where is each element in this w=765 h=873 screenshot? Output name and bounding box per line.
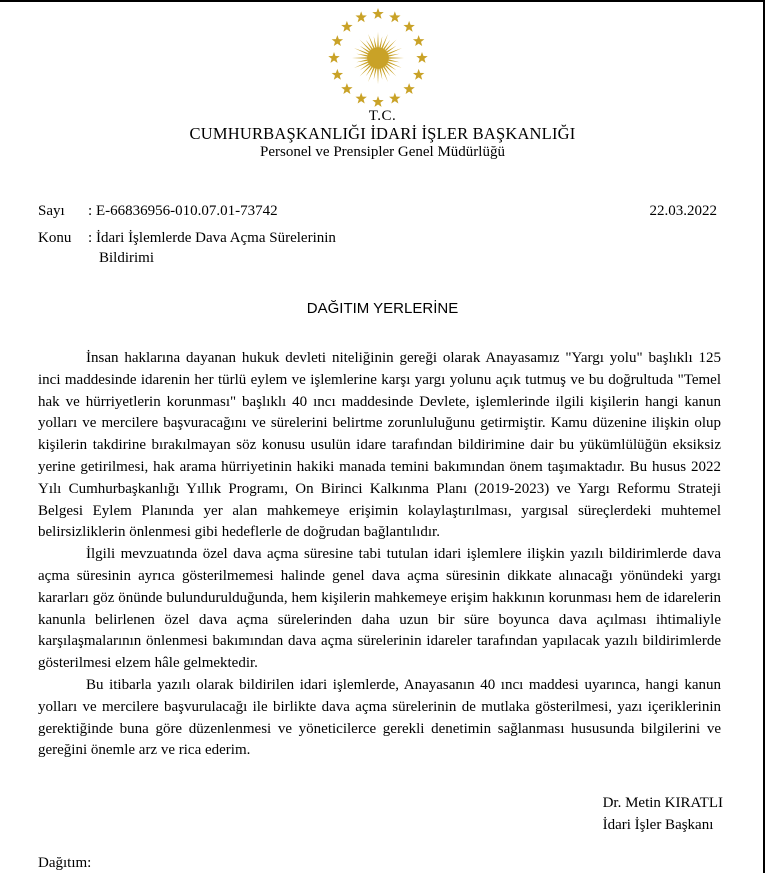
konu-label: Konu bbox=[38, 230, 72, 246]
sun-ray bbox=[379, 36, 382, 47]
document-date: 22.03.2022 bbox=[649, 203, 717, 219]
sun-ray bbox=[379, 69, 382, 80]
emblem-star-icon bbox=[413, 35, 424, 46]
sayi-colon: : bbox=[88, 203, 93, 219]
emblem-star-icon bbox=[403, 21, 414, 32]
sun-ray bbox=[352, 57, 367, 59]
letterhead-organization: CUMHURBAŞKANLIĞI İDARİ İŞLER BAŞKANLIĞI bbox=[189, 124, 576, 143]
emblem-star-icon bbox=[413, 69, 424, 80]
sun-ray bbox=[368, 34, 374, 48]
sun-ray bbox=[374, 69, 377, 80]
sun-ray bbox=[381, 34, 387, 48]
emblem-star-icon bbox=[403, 83, 414, 94]
emblem-star-icon bbox=[372, 96, 383, 107]
sun-ray bbox=[389, 59, 400, 62]
signatory-title: İdari İşler Başkanı bbox=[602, 817, 714, 833]
emblem-star-icon bbox=[332, 69, 343, 80]
sun-ray bbox=[388, 48, 402, 54]
sun-ray bbox=[368, 68, 374, 82]
sun-ray bbox=[387, 46, 397, 53]
sun-ray bbox=[356, 59, 367, 62]
emblem-star-icon bbox=[355, 11, 366, 22]
sun-ray bbox=[356, 54, 367, 57]
sun-disc bbox=[367, 47, 389, 69]
letter-body bbox=[38, 348, 721, 762]
sun-ray bbox=[381, 68, 387, 82]
body-paragraph-3: Bu itibarla yazılı olarak bildirilen idari işlemlerde, Anayasanın 40 ıncı maddesi uyarınca, hangi kanun yolları ve mercilere başvurulacağı ile birlikte dava açma sürelerinin de mutlaka gösterilmesi, yazı içeriklerinin gerektiğinde buna göre düzenlenmesi ve yöneticilerce gerekli denetimin sağlanması hususunda bilgilerini ve gereğini önemle arz ve rica ederim. bbox=[38, 676, 721, 759]
letterhead-department: Personel ve Prensipler Genel Müdürlüğü bbox=[260, 144, 505, 160]
distribution-footer-label: Dağıtım: bbox=[38, 855, 92, 871]
presidential-seal-icon bbox=[318, 6, 438, 110]
emblem-star-icon bbox=[341, 83, 352, 94]
sun-ray bbox=[354, 48, 368, 54]
sun-ray bbox=[354, 61, 368, 67]
emblem-star-icon bbox=[332, 35, 343, 46]
sun-ray bbox=[383, 40, 390, 50]
konu-value-line2: Bildirimi bbox=[99, 250, 155, 266]
emblem-star-icon bbox=[389, 93, 400, 104]
sun-ray bbox=[360, 63, 370, 70]
sun-ray bbox=[366, 40, 373, 50]
emblem-star-icon bbox=[416, 52, 427, 63]
sun-ray bbox=[388, 61, 402, 67]
signatory-name: Dr. Metin KIRATLI bbox=[602, 795, 723, 811]
sun-ray bbox=[374, 36, 377, 47]
sun-ray bbox=[389, 54, 400, 57]
sun-ray bbox=[389, 57, 404, 59]
emblem-star-icon bbox=[328, 52, 339, 63]
sayi-value: E-66836956-010.07.01-73742 bbox=[96, 203, 278, 219]
sun-ray bbox=[360, 46, 370, 53]
page-top-border bbox=[0, 0, 765, 2]
signature-block bbox=[603, 792, 723, 836]
emblem-star-icon bbox=[389, 11, 400, 22]
sun-ray bbox=[377, 32, 379, 47]
konu-value-line1: İdari İşlemlerde Dava Açma Sürelerinin bbox=[96, 230, 336, 246]
emblem-star-icon bbox=[355, 93, 366, 104]
sun-ray bbox=[387, 63, 397, 70]
sayi-label: Sayı bbox=[38, 203, 65, 219]
sun-ray bbox=[383, 67, 390, 77]
sun-ray bbox=[377, 69, 379, 84]
distribution-heading: DAĞITIM YERLERİNE bbox=[306, 300, 459, 317]
letterhead-tc: T.C. bbox=[368, 108, 397, 124]
emblem-star-icon bbox=[341, 21, 352, 32]
emblem-star-icon bbox=[372, 8, 383, 19]
konu-colon: : bbox=[88, 230, 93, 246]
sun-ray bbox=[366, 67, 373, 77]
body-paragraph-1: İnsan haklarına dayanan hukuk devleti niteliğinin gereği olarak Anayasamız "Yargı yolu" başlıklı 125 inci maddesinde idarenin her türlü eylem ve işlemlerine karşı yargı yolunu açık tutmuş ve bu doğrultuda "Temel hak ve hürriyetlerin korunması" başlıklı 40 ıncı maddesinde Devlete, işlemlerinde ilgili kişilerin hangi kanun yolları ve mercilere başvuracağını ve sürelerini belirtme zorunluluğunu getirmiştir. Kamu düzenine ilişkin olup kişilerin takdirine bırakılmayan söz konusu usulün idare tarafından bildirimine dair bu yükümlülüğün eksiksiz yerine getirilmesi, hak arama hürriyetinin hakiki manada temini bakımından önem taşımaktadır. Bu husus 2022 Yılı Cumhurbaşkanlığı Yıllık Programı, On Birinci Kalkınma Planı (2019-2023) ve Yargı Reformu Strateji Belgesi Eylem Planında yer alan mahkemeye erişimin kolaylaştırılması, yargısal süreçlerdeki muhtemel belirsizliklerin önlenmesi gibi hedeflerle de doğrudan bağlantılıdır. bbox=[38, 350, 721, 541]
body-paragraph-2: İlgili mevzuatında özel dava açma süresine tabi tutulan idari işlemlere ilişkin yazılı bildirimlerde dava açma süresinin ayrıca gösterilmemesi halinde genel dava açma süresinin dikkate alınacağı yönündeki yargı kararları göz önünde bulundurulduğunda, hem kişilerin mahkemeye erişim hakkının korunması hem de idarelerin kanunla belirlenen özel dava açma sürelerinden daha uzun bir süre boyunca dava açılması ihtimaliyle karşılaşmalarının önlenmesi bakımından dava açma sürelerinin idareler tarafından yapılacak yazılı bildirimlerde gösterilmesi elzem hâle gelmektedir. bbox=[38, 546, 721, 672]
